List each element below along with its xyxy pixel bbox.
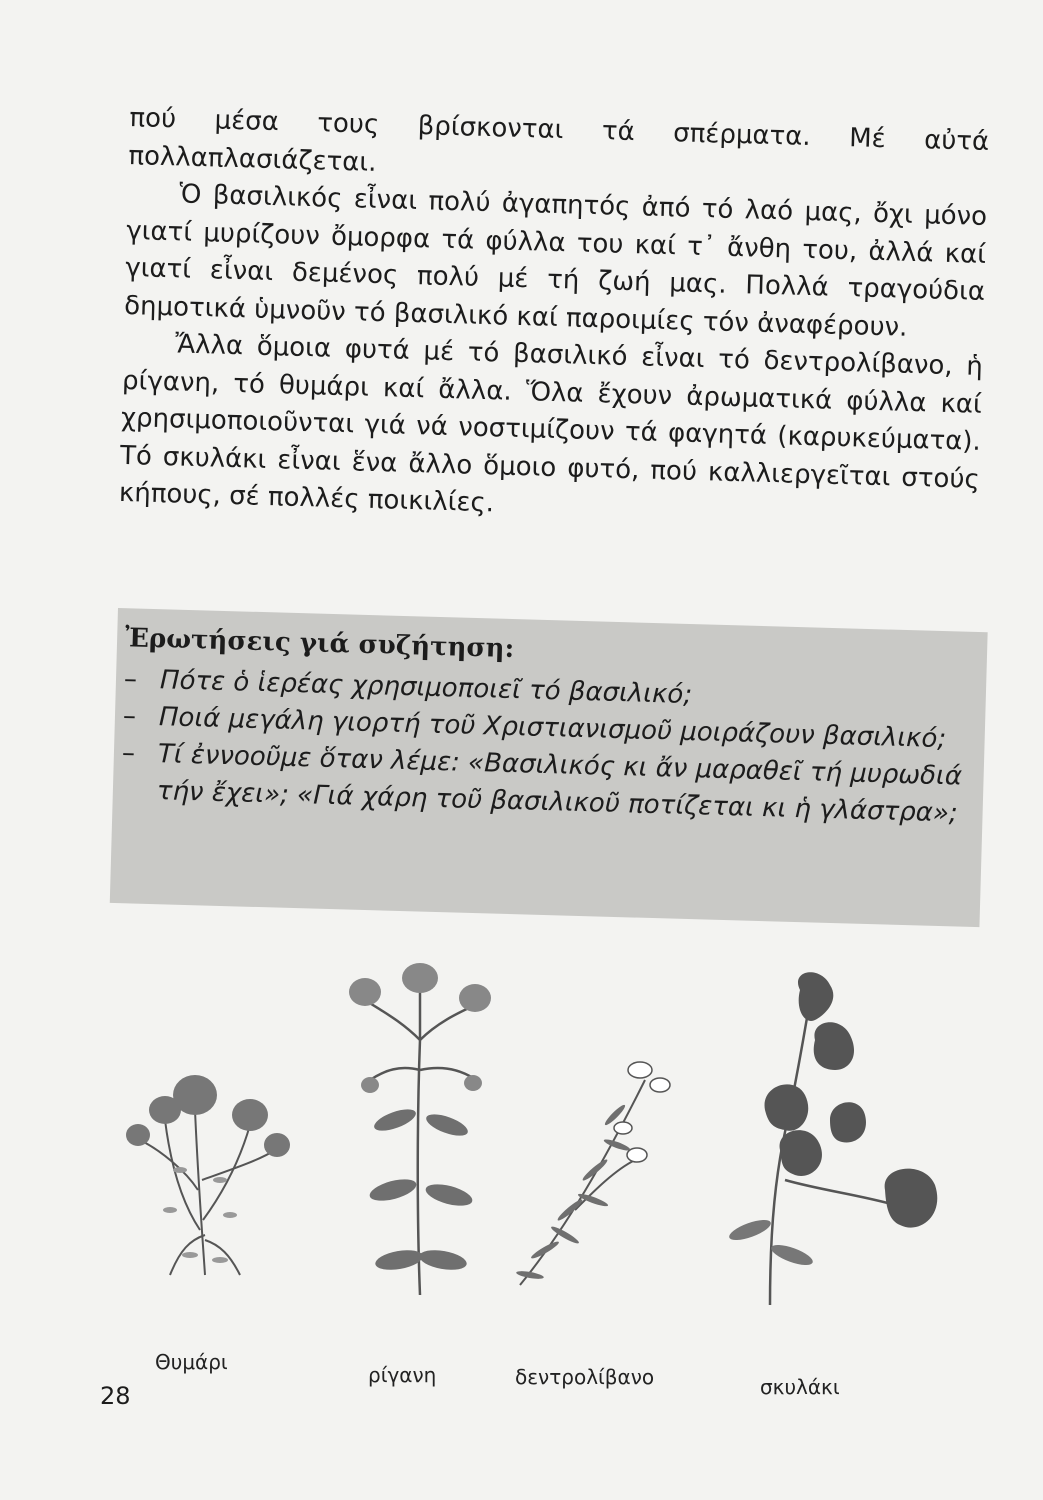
plant-illustrations: [110, 960, 1010, 1399]
question-dash: –: [122, 701, 137, 732]
thyme-illustration: [110, 1030, 300, 1280]
question-dash: –: [123, 664, 138, 695]
caption-rosemary: δεντρολίβανο: [515, 1365, 655, 1389]
paragraph-2: Ὁ βασιλικός εἶναι πολύ ἀγαπητός ἀπό τό λαό μας, ὄχι μόνο γιατί μυρίζουν ὄμορφα τά φύλλα του καί τ᾽ ἄνθη του, ἀλλά καί γιατί εἶναι δεμένος πολύ μέ τή ζωή μας. Πολλά τραγούδια δημοτικά ὑμνοῦν τό βασιλικό καί παροιμίες τόν ἀναφέρουν.: [123, 179, 988, 343]
rosemary-illustration: [515, 1050, 695, 1290]
question-text: Πότε ὁ ἱερέας χρησιμοποιεῖ τό βασιλικό;: [159, 665, 693, 711]
caption-oregano: ρίγανη: [368, 1363, 437, 1387]
page-number: 28: [100, 1382, 131, 1410]
snapdragon-illustration: [710, 970, 960, 1310]
question-dash: –: [121, 738, 136, 769]
question-text: Τί ἐννοοῦμε ὅταν λέμε: «Βασιλικός κι ἄν μαραθεῖ τή μυρωδιά τήν ἔχει»; «Γιά χάρη τοῦ βασιλικοῦ ποτίζεται κι ἡ γλάστρα»;: [156, 739, 963, 829]
question-text: Ποιά μεγάλη γιορτή τοῦ Χριστιανισμοῦ μοιράζουν βασιλικό;: [158, 702, 947, 755]
questions-title: Ἐρωτήσεις γιά συζήτηση:: [124, 623, 515, 665]
discussion-questions-box: [110, 608, 988, 927]
paragraph-1: πού μέσα τους βρίσκονται τά σπέρματα. Μέ αὐτά πολλαπλασιάζεται.: [128, 102, 990, 178]
body-text: [118, 100, 989, 536]
oregano-illustration: [325, 960, 515, 1300]
caption-thyme: Θυμάρι: [155, 1350, 228, 1374]
paragraph-3: Ἄλλα ὅμοια φυτά μέ τό βασιλικό εἶναι τό δεντρολίβανο, ἡ ρίγανη, τό θυμάρι καί ἄλλα. Ὅλα ἔχουν ἀρωματικά φύλλα καί χρησιμοποιοῦνται γιά νά νοστιμίζουν τά φαγητά (καρυκεύματα). Τό σκυλάκι εἶναι ἕνα ἄλλο ὅμοιο φυτό, πού καλλιεργεῖται στούς κήπους, σέ πολλές ποικιλίες.: [118, 329, 984, 519]
caption-snapdragon: σκυλάκι: [760, 1375, 840, 1399]
